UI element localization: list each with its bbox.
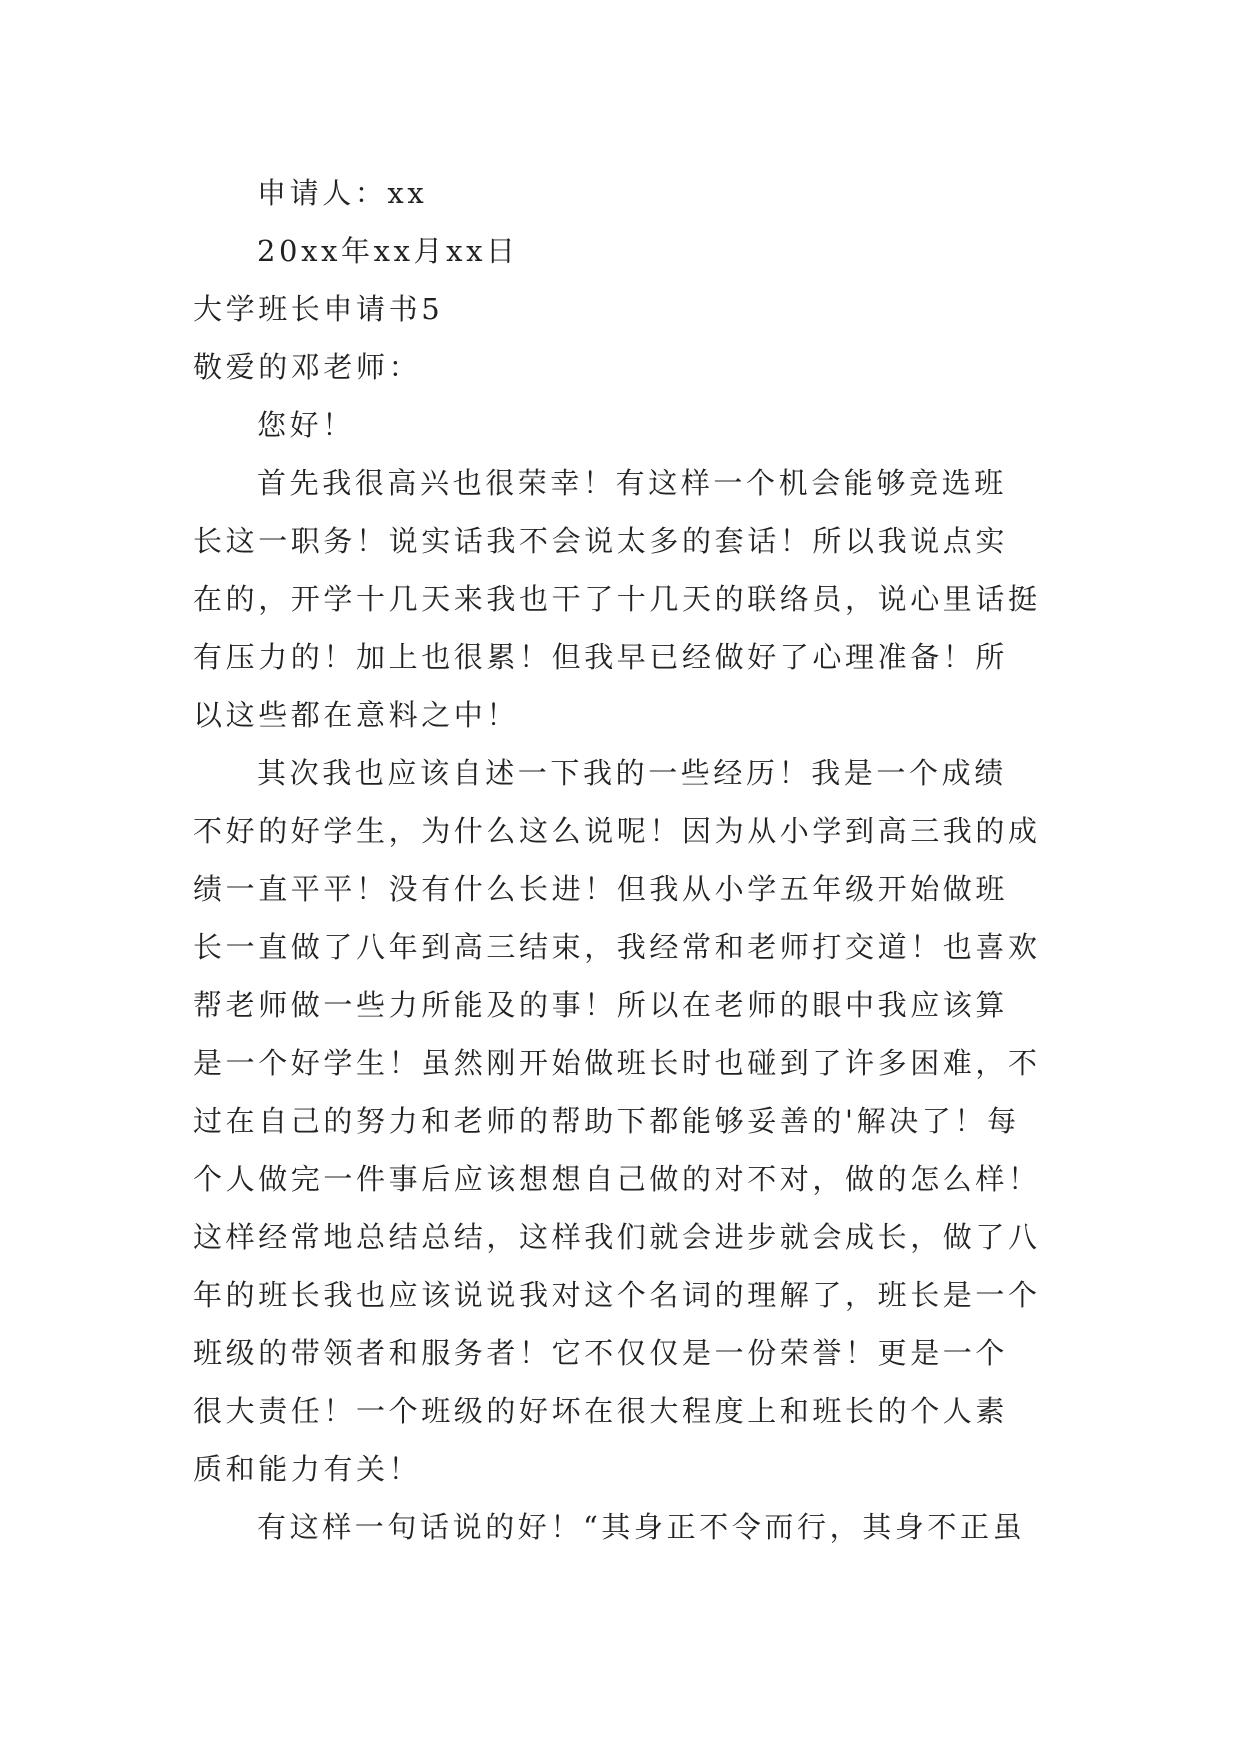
salutation: 敬爱的邓老师：: [193, 350, 422, 384]
paragraph-2-line-4: 长一直做了八年到高三结束，我经常和老师打交道！也喜欢: [193, 930, 1041, 964]
applicant-line: 申请人：xx: [257, 176, 428, 210]
paragraph-2-line-5: 帮老师做一些力所能及的事！所以在老师的眼中我应该算: [193, 988, 1009, 1022]
paragraph-2-line-6: 是一个好学生！虽然刚开始做班长时也碰到了许多困难，不: [193, 1046, 1041, 1080]
paragraph-2-line-9: 这样经常地总结总结，这样我们就会进步就会成长，做了八: [193, 1220, 1041, 1254]
paragraph-2-line-3: 绩一直平平！没有什么长进！但我从小学五年级开始做班: [193, 872, 1009, 906]
date-line: 20xx年xx月xx日: [257, 234, 519, 268]
greeting: 您好！: [257, 408, 355, 442]
paragraph-2-line-11: 班级的带领者和服务者！它不仅仅是一份荣誉！更是一个: [193, 1336, 1009, 1370]
paragraph-1-line-4: 有压力的！加上也很累！但我早已经做好了心理准备！所: [193, 640, 1009, 674]
paragraph-2-line-7: 过在自己的努力和老师的帮助下都能够妥善的'解决了！每: [193, 1104, 1020, 1138]
paragraph-1-line-3: 在的，开学十几天来我也干了十几天的联络员，说心里话挺: [193, 582, 1041, 616]
paragraph-2-line-12: 很大责任！一个班级的好坏在很大程度上和班长的个人素: [193, 1394, 1009, 1428]
paragraph-1-line-5: 以这些都在意料之中！: [193, 698, 520, 732]
paragraph-2-line-13: 质和能力有关！: [193, 1452, 422, 1486]
paragraph-2-line-10: 年的班长我也应该说说我对这个名词的理解了，班长是一个: [193, 1278, 1041, 1312]
paragraph-1-line-1: 首先我很高兴也很荣幸！有这样一个机会能够竞选班: [257, 466, 1007, 500]
paragraph-1-line-2: 长这一职务！说实话我不会说太多的套话！所以我说点实: [193, 524, 1009, 558]
paragraph-3-line-1: 有这样一句话说的好！“其身正不令而行，其身不正虽: [257, 1510, 1026, 1544]
document-title: 大学班长申请书5: [193, 292, 444, 326]
document-body: [193, 164, 1063, 1556]
paragraph-2-line-1: 其次我也应该自述一下我的一些经历！我是一个成绩: [257, 756, 1007, 790]
paragraph-2-line-2: 不好的好学生，为什么这么说呢！因为从小学到高三我的成: [193, 814, 1041, 848]
paragraph-2-line-8: 个人做完一件事后应该想想自己做的对不对，做的怎么样！: [193, 1162, 1041, 1196]
